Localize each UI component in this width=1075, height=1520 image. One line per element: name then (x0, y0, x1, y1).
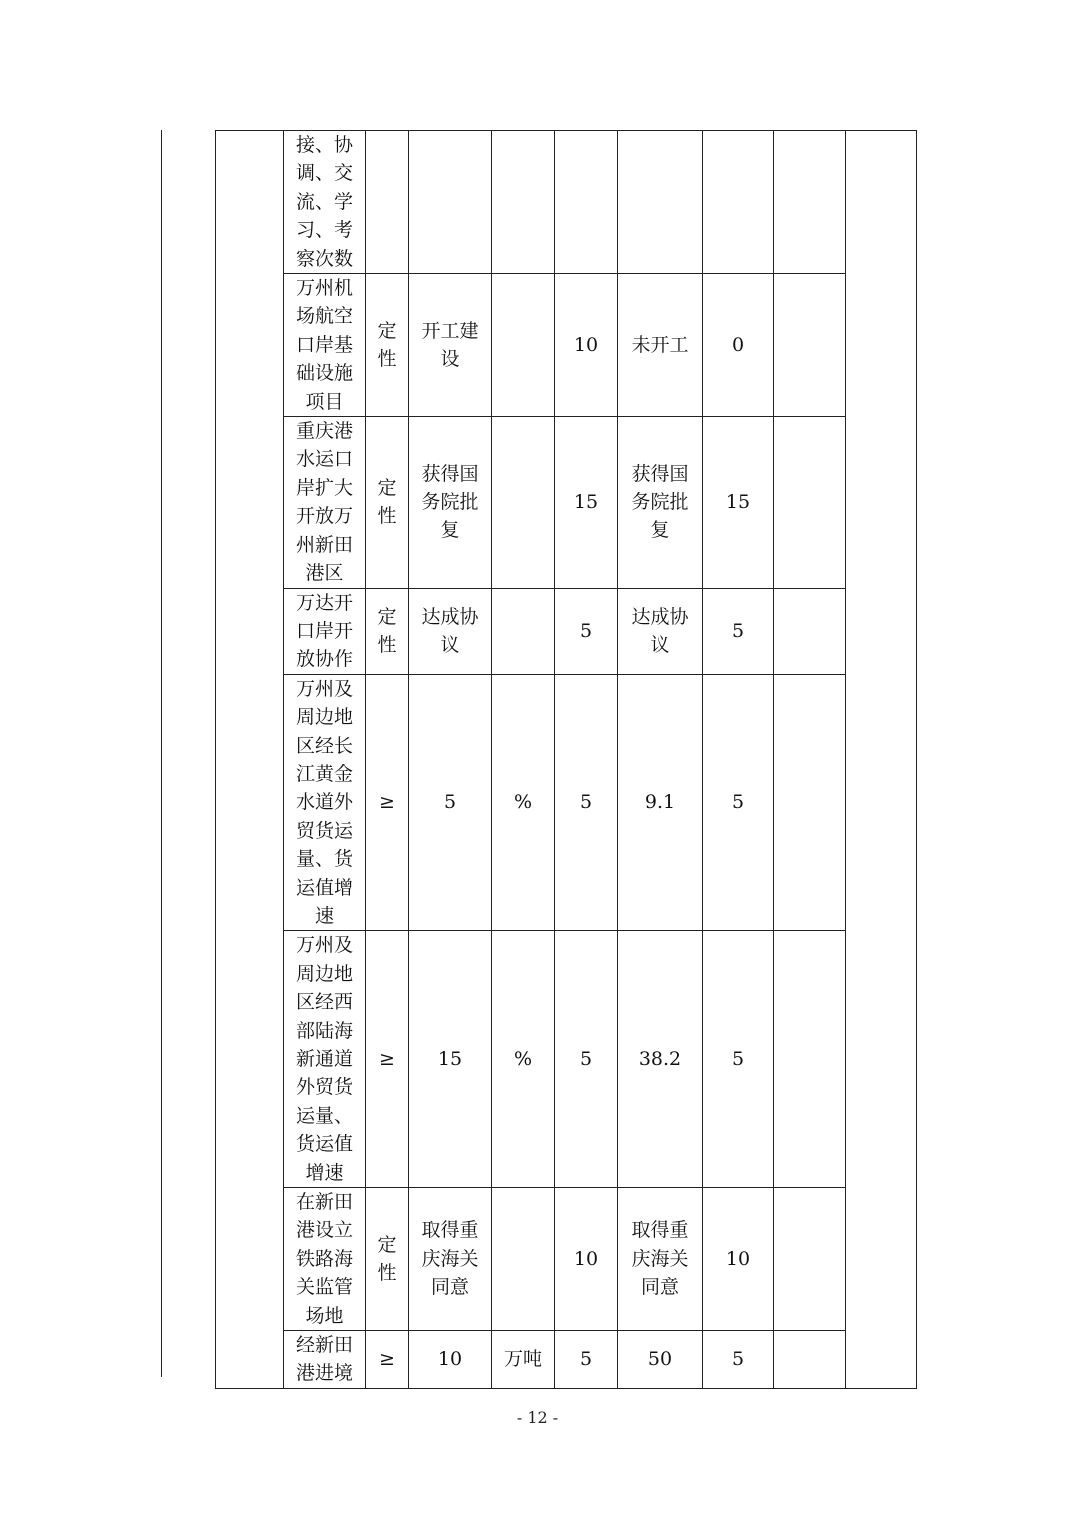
score-cell: 0 (703, 274, 774, 417)
unit-cell (492, 588, 555, 674)
weight-cell: 5 (555, 588, 618, 674)
actual-cell: 9.1 (618, 674, 703, 931)
score-cell: 5 (703, 674, 774, 931)
symbol-cell: 定性 (366, 1188, 409, 1331)
performance-evaluation-table (215, 130, 917, 1389)
indicator-cell: 万州机场航空口岸基础设施项目 (284, 274, 366, 417)
score-cell: 15 (703, 417, 774, 588)
table-row (216, 588, 917, 674)
symbol-cell (366, 131, 409, 274)
remark-cell (774, 1188, 846, 1331)
remark-cell (774, 274, 846, 417)
actual-cell (618, 131, 703, 274)
target-cell: 10 (409, 1331, 492, 1389)
weight-cell: 10 (555, 274, 618, 417)
table-row (216, 1331, 917, 1389)
table-row (216, 931, 917, 1188)
remark-cell (774, 674, 846, 931)
weight-cell: 15 (555, 417, 618, 588)
weight-cell: 10 (555, 1188, 618, 1331)
actual-cell: 未开工 (618, 274, 703, 417)
target-cell: 15 (409, 931, 492, 1188)
symbol-cell: 定性 (366, 274, 409, 417)
symbol-cell: 定性 (366, 588, 409, 674)
remark-cell (774, 417, 846, 588)
category-merged-cell (216, 131, 284, 1389)
actual-cell: 38.2 (618, 931, 703, 1188)
unit-cell (492, 274, 555, 417)
table-row (216, 274, 917, 417)
actual-cell: 50 (618, 1331, 703, 1389)
unit-cell: 万吨 (492, 1331, 555, 1389)
target-cell: 开工建设 (409, 274, 492, 417)
actual-cell: 获得国务院批复 (618, 417, 703, 588)
indicator-cell: 万州及周边地区经西部陆海新通道外贸货运量、货运值增速 (284, 931, 366, 1188)
remark-cell (774, 588, 846, 674)
table-row (216, 131, 917, 274)
remark-cell (774, 1331, 846, 1389)
unit-cell: % (492, 931, 555, 1188)
score-cell: 5 (703, 588, 774, 674)
weight-cell (555, 131, 618, 274)
indicator-cell: 万达开口岸开放协作 (284, 588, 366, 674)
indicator-cell: 万州及周边地区经长江黄金水道外贸货运量、货运值增速 (284, 674, 366, 931)
score-cell: 10 (703, 1188, 774, 1331)
score-cell (703, 131, 774, 274)
indicator-cell: 重庆港水运口岸扩大开放万州新田港区 (284, 417, 366, 588)
weight-cell: 5 (555, 931, 618, 1188)
symbol-cell: 定性 (366, 417, 409, 588)
actual-cell: 达成协议 (618, 588, 703, 674)
table-row (216, 674, 917, 931)
page-number: - 12 - (516, 1408, 559, 1427)
remark-cell (774, 131, 846, 274)
weight-cell: 5 (555, 674, 618, 931)
remark-cell (774, 931, 846, 1188)
table-row (216, 417, 917, 588)
score-cell: 5 (703, 931, 774, 1188)
unit-cell (492, 417, 555, 588)
table-row (216, 1188, 917, 1331)
binding-margin-line (161, 130, 162, 1377)
indicator-cell: 接、协调、交流、学习、考察次数 (284, 131, 366, 274)
score-cell: 5 (703, 1331, 774, 1389)
symbol-cell: ≥ (366, 931, 409, 1188)
indicator-cell: 经新田港进境 (284, 1331, 366, 1389)
unit-cell (492, 131, 555, 274)
symbol-cell: ≥ (366, 674, 409, 931)
target-cell: 5 (409, 674, 492, 931)
symbol-cell: ≥ (366, 1331, 409, 1389)
right-merged-cell (846, 131, 917, 1389)
unit-cell (492, 1188, 555, 1331)
actual-cell: 取得重庆海关同意 (618, 1188, 703, 1331)
target-cell: 取得重庆海关同意 (409, 1188, 492, 1331)
target-cell (409, 131, 492, 274)
weight-cell: 5 (555, 1331, 618, 1389)
unit-cell: % (492, 674, 555, 931)
target-cell: 达成协议 (409, 588, 492, 674)
indicator-cell: 在新田港设立铁路海关监管场地 (284, 1188, 366, 1331)
target-cell: 获得国务院批复 (409, 417, 492, 588)
